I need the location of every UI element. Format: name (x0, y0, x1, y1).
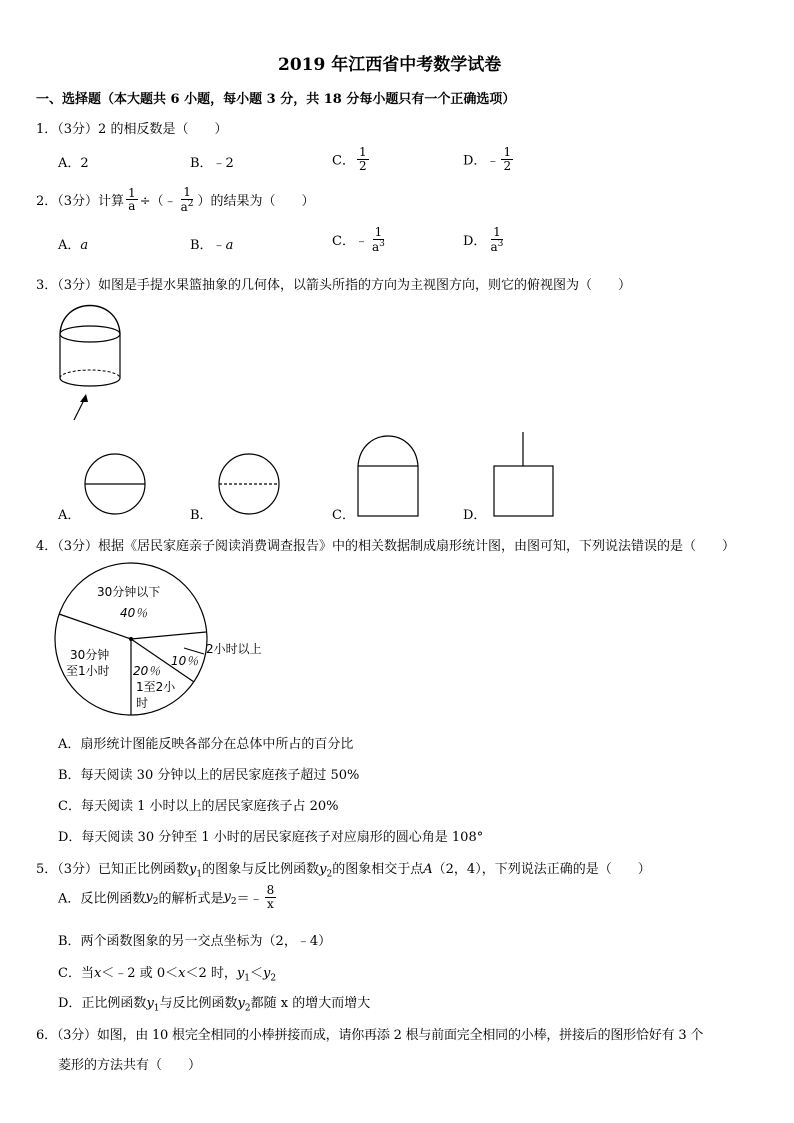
q3-option-b: B． (190, 508, 213, 523)
question-5-stem: 5．（3分）已知正比例函数$y_1$的图象与反比例函数$y_2$的图象相交于点A（2，4），下列说法正确的是（ ） (36, 862, 651, 880)
question-1-stem: 1．（3分）2 的相反数是（ ） (36, 122, 228, 137)
q3-option-d: D． (463, 508, 487, 523)
q2-option-b: B．﹣a (190, 238, 234, 253)
q3-option-c: C． (332, 508, 355, 523)
q3-figure-c (357, 436, 423, 520)
question-6-stem-line-1: 6．（3分）如图，由 10 根完全相同的小棒拼接而成，请你再添 2 根与前面完全相同的小棒，拼接后的图形恰好有 3 个 (36, 1028, 704, 1043)
q1-option-b: B．﹣2 (190, 156, 234, 171)
q3-figure-b (218, 453, 282, 517)
q2-option-d: D． $\frac{1}{a^3}$ (463, 225, 504, 254)
page-title: 2019 年江西省中考数学试卷 (278, 55, 502, 75)
q5-option-c: C．当x＜﹣2 或 0＜x＜2 时，$y_1<y_2$ (58, 966, 277, 984)
question-2-stem: 2．（3分）计算 $\frac{1}{a}$ ÷（﹣ $\frac{1}{a^2}$ ）的结果为（ ） (36, 185, 315, 214)
pie-label-1-2h-a: 1至2小 (136, 680, 176, 694)
q4-option-c: C．每天阅读 1 小时以上的居民家庭孩子占 20% (58, 799, 339, 814)
pie-label-30min-1h-b: 至1小时 (66, 664, 110, 678)
pie-divider-1 (131, 632, 206, 639)
q4-option-b: B．每天阅读 30 分钟以上的居民家庭孩子超过 50% (58, 768, 360, 783)
q3-figure-d (493, 432, 557, 520)
q1-option-d: D．﹣ $\frac{1}{2}$ (463, 145, 512, 173)
section-header: 一、选择题（本大题共 6 小题，每小题 3 分，共 18 分每小题只有一个正确选项） (36, 92, 516, 107)
pie-label-1-2h-b: 时 (136, 696, 149, 710)
q5-option-d: D．正比例函数$y_1$与反比例函数$y_2$都随 x 的增大而增大 (58, 996, 371, 1014)
q1-option-a: A．2 (58, 156, 89, 171)
q5-option-b: B．两个函数图象的另一交点坐标为（2，﹣4） (58, 934, 332, 949)
question-4-stem: 4．（3分）根据《居民家庭亲子阅读消费调查报告》中的相关数据制成扇形统计图，由图可知，下列说法错误的是（ ） (36, 539, 736, 554)
pie-label-30min-1h-a: 30分钟 (70, 648, 110, 662)
q2-option-a: A．a (58, 238, 89, 253)
pie-value-40: 40％ (120, 606, 148, 620)
q3-figure-a (84, 453, 148, 517)
question-3-stem: 3．（3分）如图是手提水果篮抽象的几何体，以箭头所指的方向为主视图方向，则它的俯视图为（ ） (36, 278, 632, 293)
q5-option-a: A．反比例函数$y_2$的解析式是$y_2=﹣$ $\frac{8}{x}$ (58, 883, 275, 911)
basket-figure (50, 298, 140, 428)
pie-label-over-2h: 2小时以上 (206, 642, 262, 656)
question-6-stem-line-2: 菱形的方法共有（ ） (58, 1058, 202, 1073)
pie-value-20: 20％ (133, 664, 161, 678)
q4-option-d: D．每天阅读 30 分钟至 1 小时的居民家庭孩子对应扇形的圆心角是 108° (58, 830, 484, 845)
q1-option-c: C． $\frac{1}{2}$ (332, 145, 367, 173)
pie-value-10: 10％ (171, 654, 199, 668)
q2-option-c: C．﹣ $\frac{1}{a^3}$ (332, 225, 385, 254)
pie-label-under-30min: 30分钟以下 (97, 585, 161, 599)
q4-option-a: A．扇形统计图能反映各部分在总体中所占的百分比 (58, 737, 354, 752)
q3-option-a: A． (58, 508, 81, 523)
